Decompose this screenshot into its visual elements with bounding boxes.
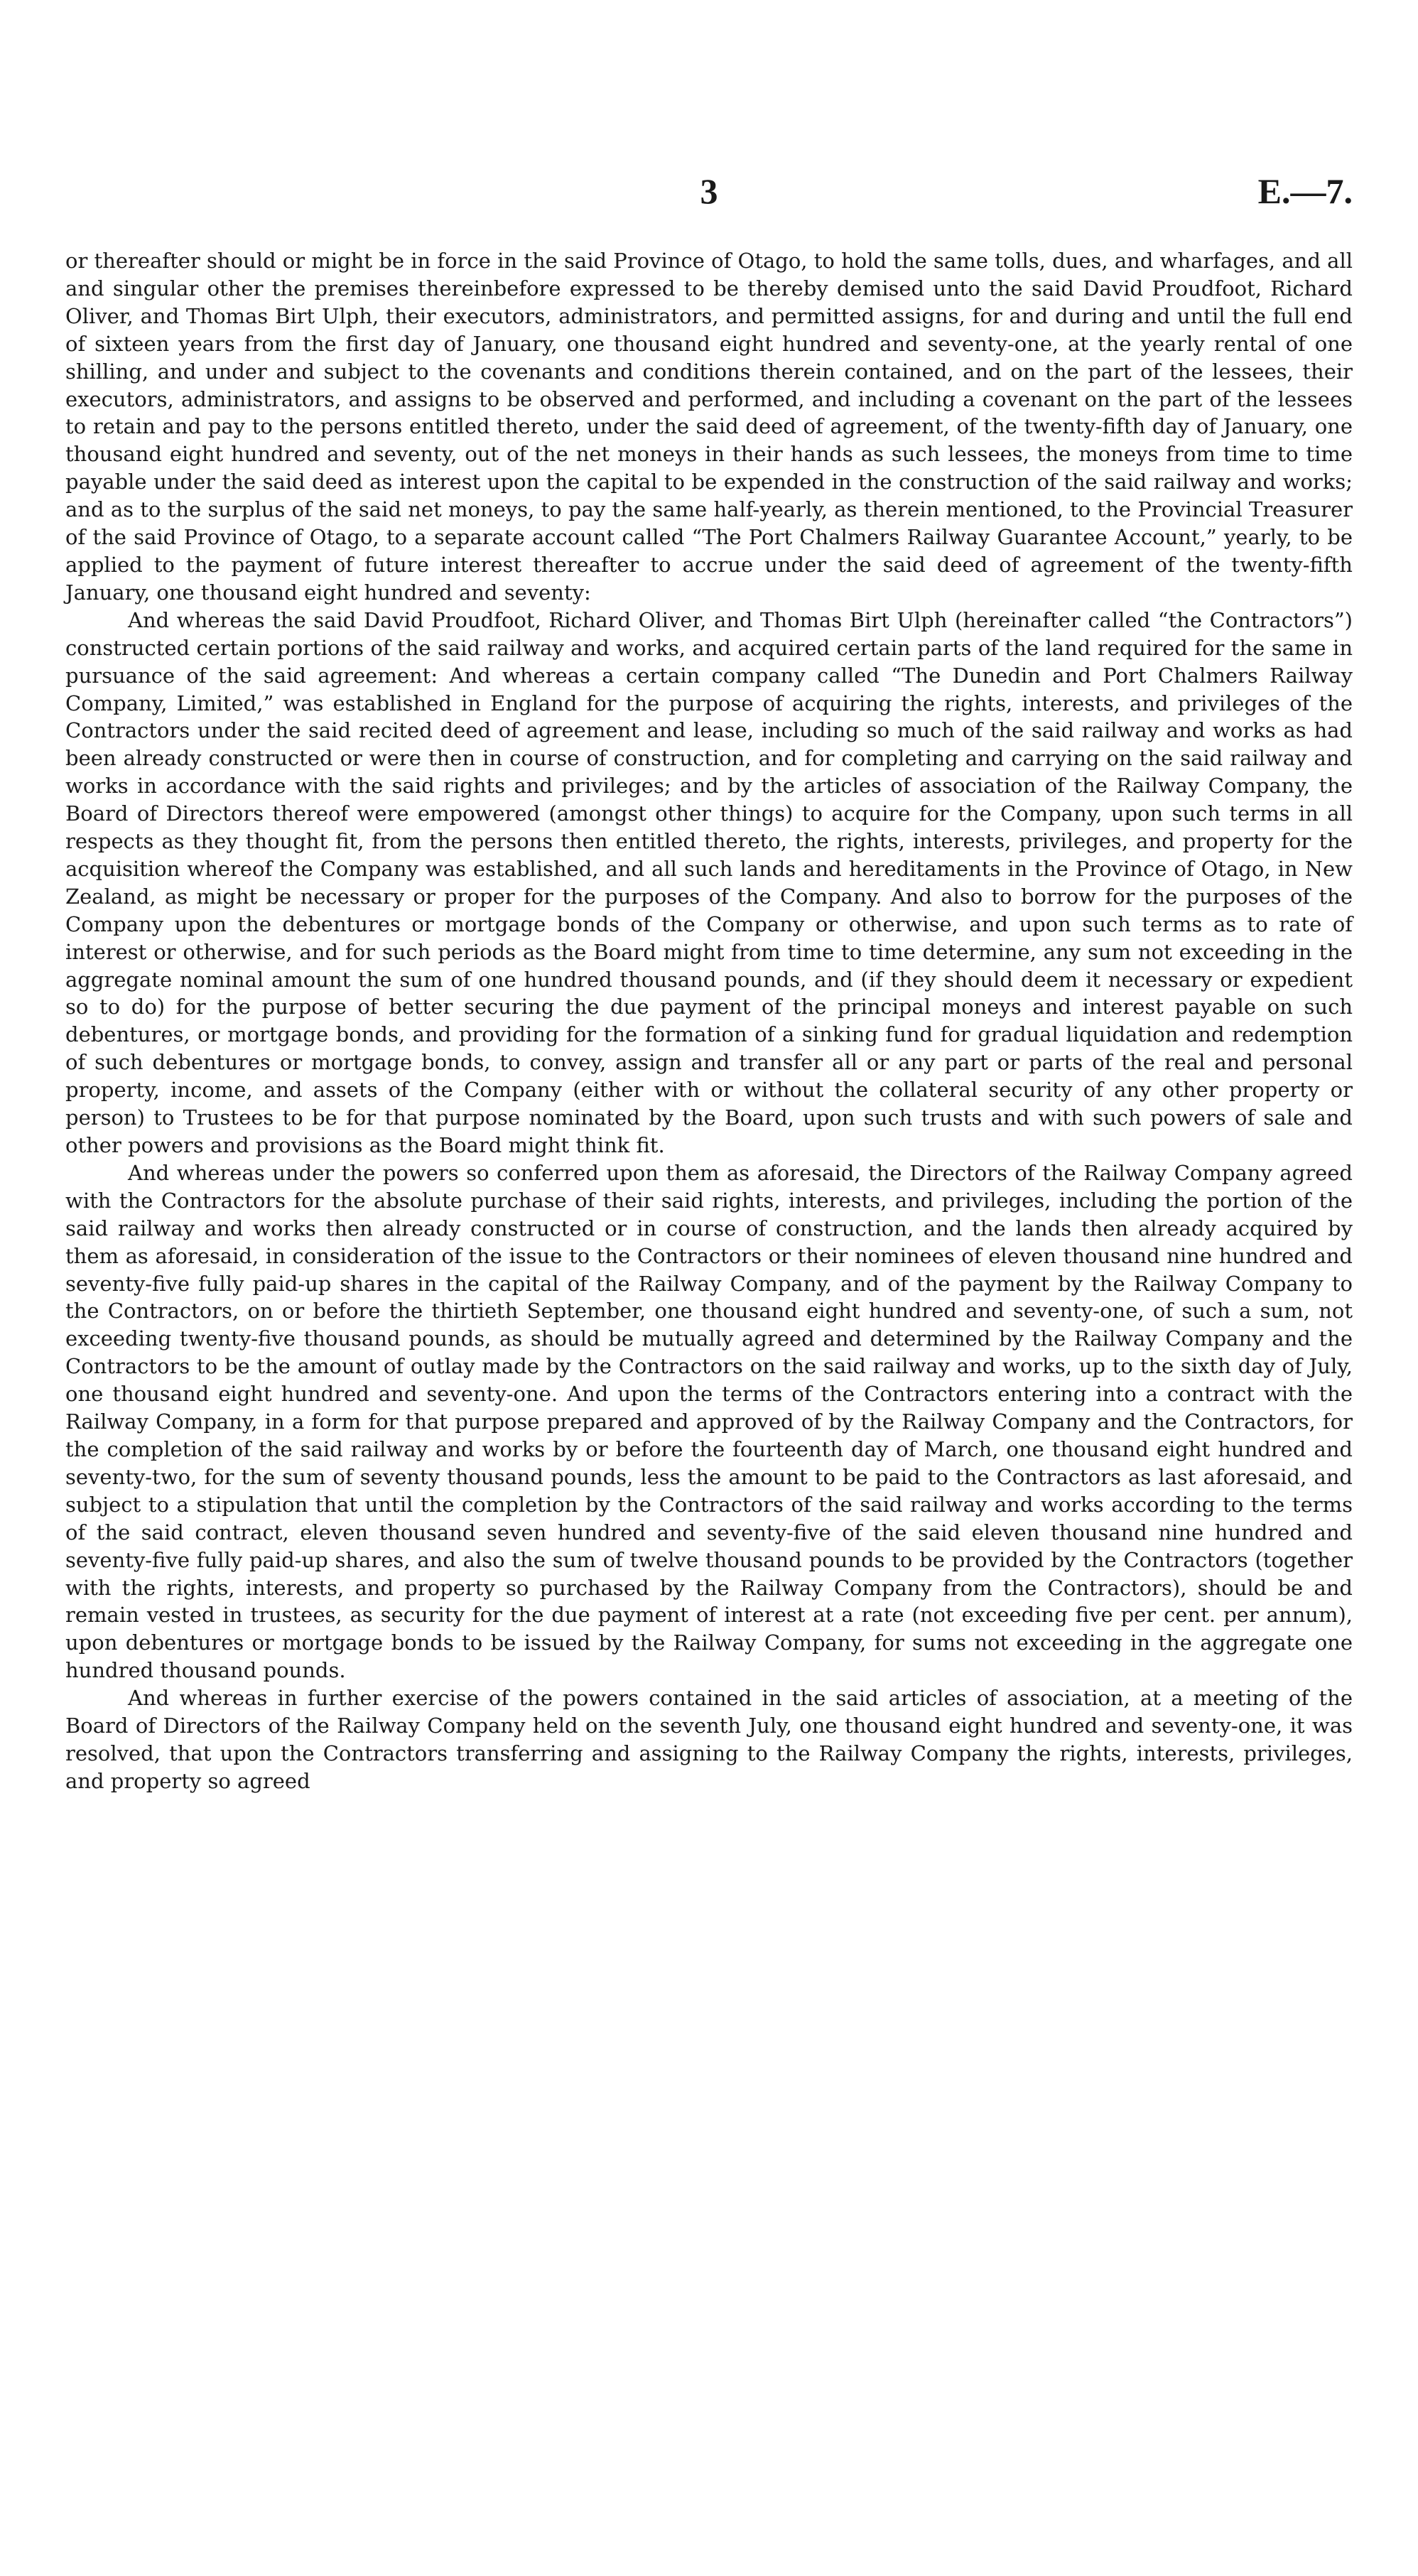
paragraph-4: And whereas in further exercise of the powers contained in the said articles of association, at a meeting of the Board of Directors of the Railway Company held on the seventh July, one thousand eight hundred and seventy-one, it was resolved, that upon the Contractors transferring and assigning to the Railway Company the rights, interests, privileges, and property so agreed [65, 1686, 1353, 1793]
page-body [65, 247, 1353, 1795]
paragraph-2: And whereas the said David Proudfoot, Richard Oliver, and Thomas Birt Ulph (hereinafter called “the Contractors”) constructed certain portions of the said railway and works, and acquired certain parts of the land required for the same in pursuance of the said agreement: And whereas a certain company called “The Dunedin and Port Chalmers Railway Company, Limited,” was established in England for the purpose of acquiring the rights, interests, and privileges of the Contractors under the said recited deed of agreement and lease, including so much of the said railway and works as had been already constructed or were then in course of construction, and for completing and carrying on the said railway and works in accordance with the said rights and privileges; and by the articles of association of the Railway Company, the Board of Directors thereof were empowered (amongst other things) to acquire for the Company, upon such terms in all respects as they thought fit, from the persons then entitled thereto, the rights, interests, privileges, and property for the acquisition whereof the Company was established, and all such lands and hereditaments in the Province of Otago, in New Zealand, as might be necessary or proper for the purposes of the Company. And also to borrow for the purposes of the Company upon the debentures or mortgage bonds of the Company or otherwise, and upon such terms as to rate of interest or otherwise, and for such periods as the Board might from time to time determine, any sum not exceeding in the aggregate nominal amount the sum of one hundred thousand pounds, and (if they should deem it necessary or expedient so to do) for the purpose of better securing the due payment of the principal moneys and interest payable on such debentures, or mortgage bonds, and providing for the formation of a sinking fund for gradual liquidation and redemption of such debentures or mortgage bonds, to convey, assign and transfer all or any part or parts of the real and personal property, income, and assets of the Company (either with or without the collateral security of any other property or person) to Trustees to be for that purpose nominated by the Board, upon such trusts and with such powers of sale and other powers and provisions as the Board might think fit. [65, 607, 1353, 1157]
paragraph-1: or thereafter should or might be in force in the said Province of Otago, to hold the same tolls, dues, and wharfages, and all and singular other the premises thereinbefore expressed to be thereby demised unto the said David Proudfoot, Richard Oliver, and Thomas Birt Ulph, their executors, administrators, and permitted assigns, for and during and until the full end of sixteen years from the first day of January, one thousand eight hundred and seventy-one, at the yearly rental of one shilling, and under and subject to the covenants and conditions therein contained, and on the part of the lessees, their executors, administrators, and assigns to be observed and performed, and including a covenant on the part of the lessees to retain and pay to the persons entitled thereto, under the said deed of agreement, of the twenty-fifth day of January, one thousand eight hundred and seventy, out of the net moneys in their hands as such lessees, the moneys from time to time payable under the said deed as interest upon the capital to be expended in the construction of the said railway and works; and as to the surplus of the said net moneys, to pay the same half-yearly, as therein mentioned, to the Provincial Treasurer of the said Province of Otago, to a separate account called “The Port Chalmers Railway Guarantee Account,” yearly, to be applied to the payment of future interest thereafter to accrue under the said deed of agreement of the twenty-fifth January, one thousand eight hundred and seventy: [65, 249, 1353, 605]
page-header [65, 171, 1353, 220]
document-reference: E.—7. [1257, 171, 1353, 211]
page-number: 3 [700, 171, 718, 211]
paragraph-3: And whereas under the powers so conferred upon them as aforesaid, the Directors of the Railway Company agreed with the Contractors for the absolute purchase of their said rights, interests, and privileges, including the portion of the said railway and works then already constructed or in course of construction, and the lands then already acquired by them as aforesaid, in consideration of the issue to the Contractors or their nominees of eleven thousand nine hundred and seventy-five fully paid-up shares in the capital of the Railway Company, and of the payment by the Railway Company to the Contractors, on or before the thirtieth September, one thousand eight hundred and seventy-one, of such a sum, not exceeding twenty-five thousand pounds, as should be mutually agreed and determined by the Railway Company and the Contractors to be the amount of outlay made by the Contractors on the said railway and works, up to the sixth day of July, one thousand eight hundred and seventy-one. And upon the terms of the Contractors entering into a contract with the Railway Company, in a form for that purpose prepared and approved of by the Railway Company and the Contractors, for the completion of the said railway and works by or before the fourteenth day of March, one thousand eight hundred and seventy-two, for the sum of seventy thousand pounds, less the amount to be paid to the Contractors as last aforesaid, and subject to a stipulation that until the completion by the Contractors of the said railway and works according to the terms of the said contract, eleven thousand seven hundred and seventy-five of the said eleven thousand nine hundred and seventy-five fully paid-up shares, and also the sum of twelve thousand pounds to be provided by the Contractors (together with the rights, interests, and property so purchased by the Railway Company from the Contractors), should be and remain vested in trustees, as security for the due payment of interest at a rate (not exceeding five per cent. per annum), upon debentures or mortgage bonds to be issued by the Railway Company, for sums not exceeding in the aggregate one hundred thousand pounds. [65, 1160, 1353, 1683]
